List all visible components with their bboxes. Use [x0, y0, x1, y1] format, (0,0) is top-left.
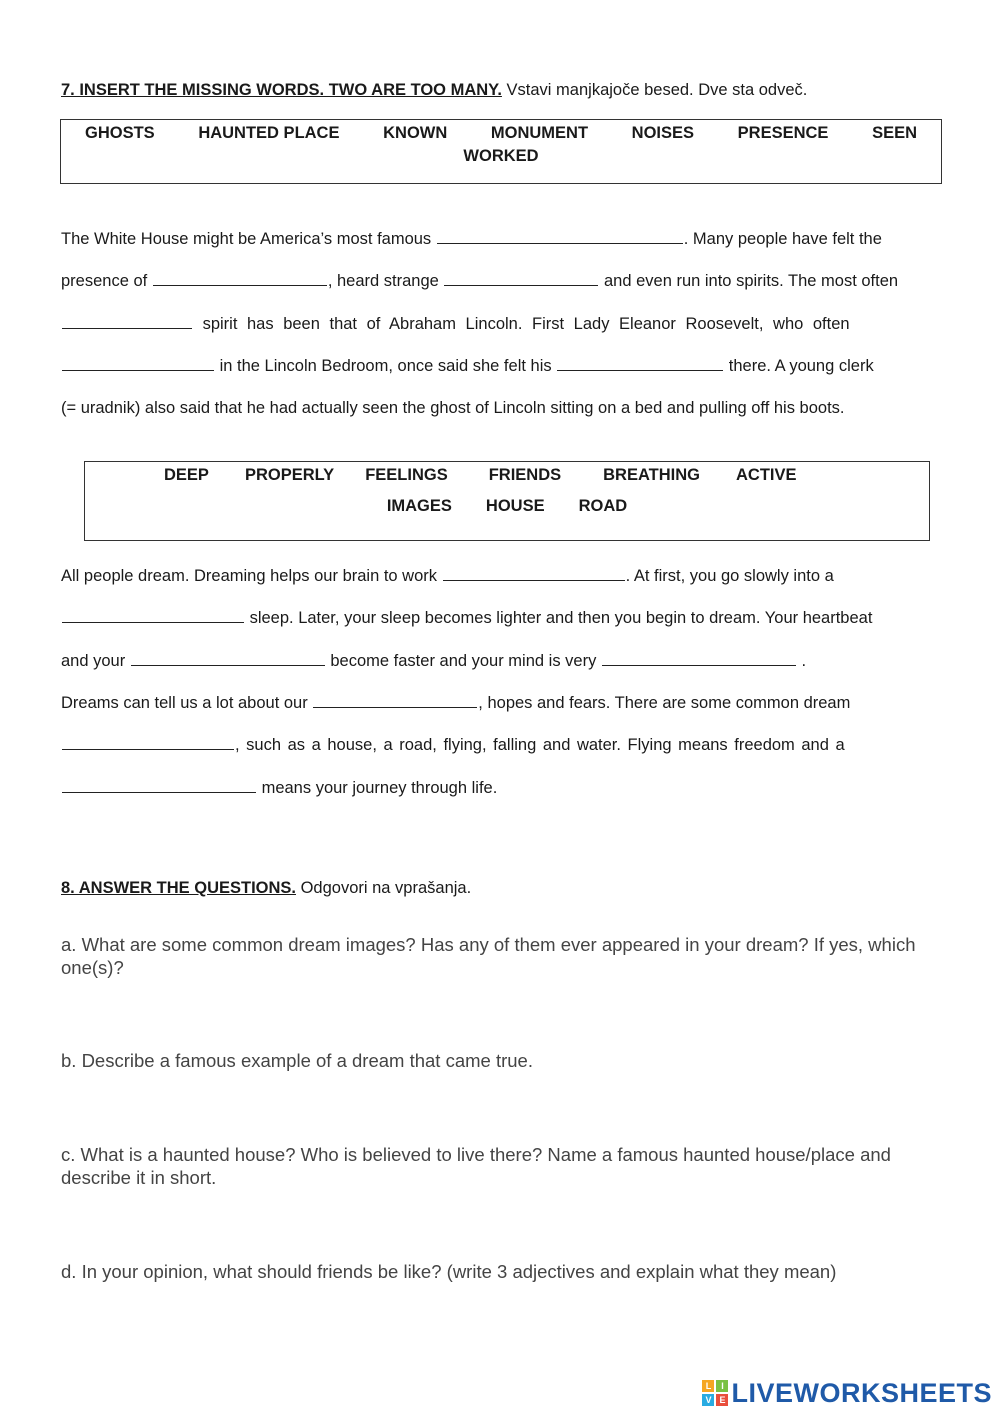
text-fragment: .: [796, 652, 807, 670]
answer-blank[interactable]: [602, 650, 796, 666]
paragraph2-line4: [61, 692, 938, 713]
liveworksheets-logo[interactable]: [702, 1379, 992, 1407]
answer-blank[interactable]: [437, 228, 683, 244]
wordbox-word: ROAD: [578, 497, 628, 515]
paragraph2-line2: [61, 607, 938, 628]
logo-tiles-icon: [702, 1380, 728, 1406]
paragraph1-line2: [61, 270, 938, 291]
question-d: d. In your opinion, what should friends be like? (write 3 adjectives and explain what they mean): [61, 1261, 837, 1282]
paragraph1-line5: [61, 398, 938, 418]
wordbox-word: IMAGES: [386, 497, 452, 515]
wordbox-word: NOISES: [631, 124, 695, 142]
question-b: b. Describe a famous example of a dream that came true.: [61, 1050, 533, 1071]
answer-blank[interactable]: [444, 270, 598, 286]
wordbox-word: PROPERLY: [244, 466, 335, 484]
wordbox-word: DEEP: [164, 466, 209, 484]
text-fragment: in the Lincoln Bedroom, once said she felt his: [215, 357, 557, 375]
wordbox-word: WORKED: [463, 147, 539, 165]
text-fragment: (= uradnik) also said that he had actually seen the ghost of Lincoln sitting on a bed and pulling off his boots.: [61, 399, 845, 417]
logo-tile: I: [716, 1380, 728, 1392]
paragraph1-line4: [61, 355, 938, 376]
text-fragment: , such as a house, a road, flying, falling and water. Flying means freedom and a: [235, 736, 845, 754]
logo-tile: V: [702, 1394, 714, 1406]
text-fragment: All people dream. Dreaming helps our brain to work: [61, 567, 442, 585]
answer-blank[interactable]: [62, 734, 234, 750]
wordbox-word: FRIENDS: [488, 466, 562, 484]
question-a: a. What are some common dream images? Has any of them ever appeared in your dream? If yes, which one(s)?: [61, 934, 916, 978]
answer-blank[interactable]: [313, 692, 477, 708]
paragraph2-line6: [61, 777, 938, 798]
answer-blank[interactable]: [62, 355, 214, 371]
text-fragment: The White House might be America’s most famous: [61, 230, 436, 248]
text-fragment: and your: [61, 652, 130, 670]
wordbox-1: [60, 119, 942, 184]
wordbox-word: KNOWN: [383, 124, 448, 142]
wordbox-word: PRESENCE: [737, 124, 829, 142]
task7-heading-bold: 7. INSERT THE MISSING WORDS. TWO ARE TOO MANY.: [61, 81, 502, 99]
text-fragment: means your journey through life.: [257, 779, 498, 797]
wordbox-word: HOUSE: [485, 497, 545, 515]
paragraph2-line3: [61, 650, 938, 671]
paragraph1-line3: [61, 313, 938, 334]
answer-blank[interactable]: [131, 650, 325, 666]
wordbox-word: ACTIVE: [736, 466, 797, 484]
text-fragment: sleep. Later, your sleep becomes lighter and then you begin to dream. Your heartbeat: [245, 609, 873, 627]
text-fragment: there. A young clerk: [724, 357, 874, 375]
text-fragment: , hopes and fears. There are some common dream: [478, 694, 851, 712]
paragraph2-line1: [61, 565, 938, 586]
task8-heading-bold: 8. ANSWER THE QUESTIONS.: [61, 879, 296, 897]
logo-text: LIVEWORKSHEETS: [731, 1377, 992, 1408]
wordbox-2: [84, 461, 930, 541]
text-fragment: become faster and your mind is very: [325, 652, 601, 670]
answer-blank[interactable]: [62, 607, 244, 623]
wordbox-word: FEELINGS: [365, 466, 448, 484]
text-fragment: . Many people have felt the: [683, 230, 882, 248]
wordbox-word: GHOSTS: [85, 124, 155, 142]
answer-blank[interactable]: [153, 270, 327, 286]
paragraph2-line5: [61, 734, 938, 755]
logo-tile: L: [702, 1380, 714, 1392]
answer-blank[interactable]: [62, 777, 256, 793]
wordbox-word: BREATHING: [603, 466, 700, 484]
text-fragment: Dreams can tell us a lot about our: [61, 694, 313, 712]
text-fragment: . At first, you go slowly into a: [625, 567, 834, 585]
wordbox-word: SEEN: [872, 124, 917, 142]
answer-blank[interactable]: [443, 565, 625, 581]
answer-blank[interactable]: [557, 355, 723, 371]
answer-blank[interactable]: [62, 313, 192, 329]
text-fragment: presence of: [61, 272, 152, 290]
task7-heading-rest: Vstavi manjkajoče besed. Dve sta odveč.: [501, 81, 808, 99]
question-c: c. What is a haunted house? Who is believed to live there? Name a famous haunted house/place and describe it in short.: [61, 1144, 891, 1188]
paragraph1-line1: [61, 228, 938, 249]
wordbox-word: MONUMENT: [490, 124, 589, 142]
text-fragment: and even run into spirits. The most often: [599, 272, 899, 290]
wordbox-word: HAUNTED PLACE: [198, 124, 340, 142]
text-fragment: , heard strange: [327, 272, 444, 290]
text-fragment: spirit has been that of Abraham Lincoln. First Lady Eleanor Roosevelt, who often: [193, 315, 850, 333]
logo-tile: E: [716, 1394, 728, 1406]
task7-heading: [61, 80, 807, 100]
task8-heading-rest: Odgovori na vprašanja.: [296, 879, 472, 897]
task8-heading: [61, 878, 471, 898]
